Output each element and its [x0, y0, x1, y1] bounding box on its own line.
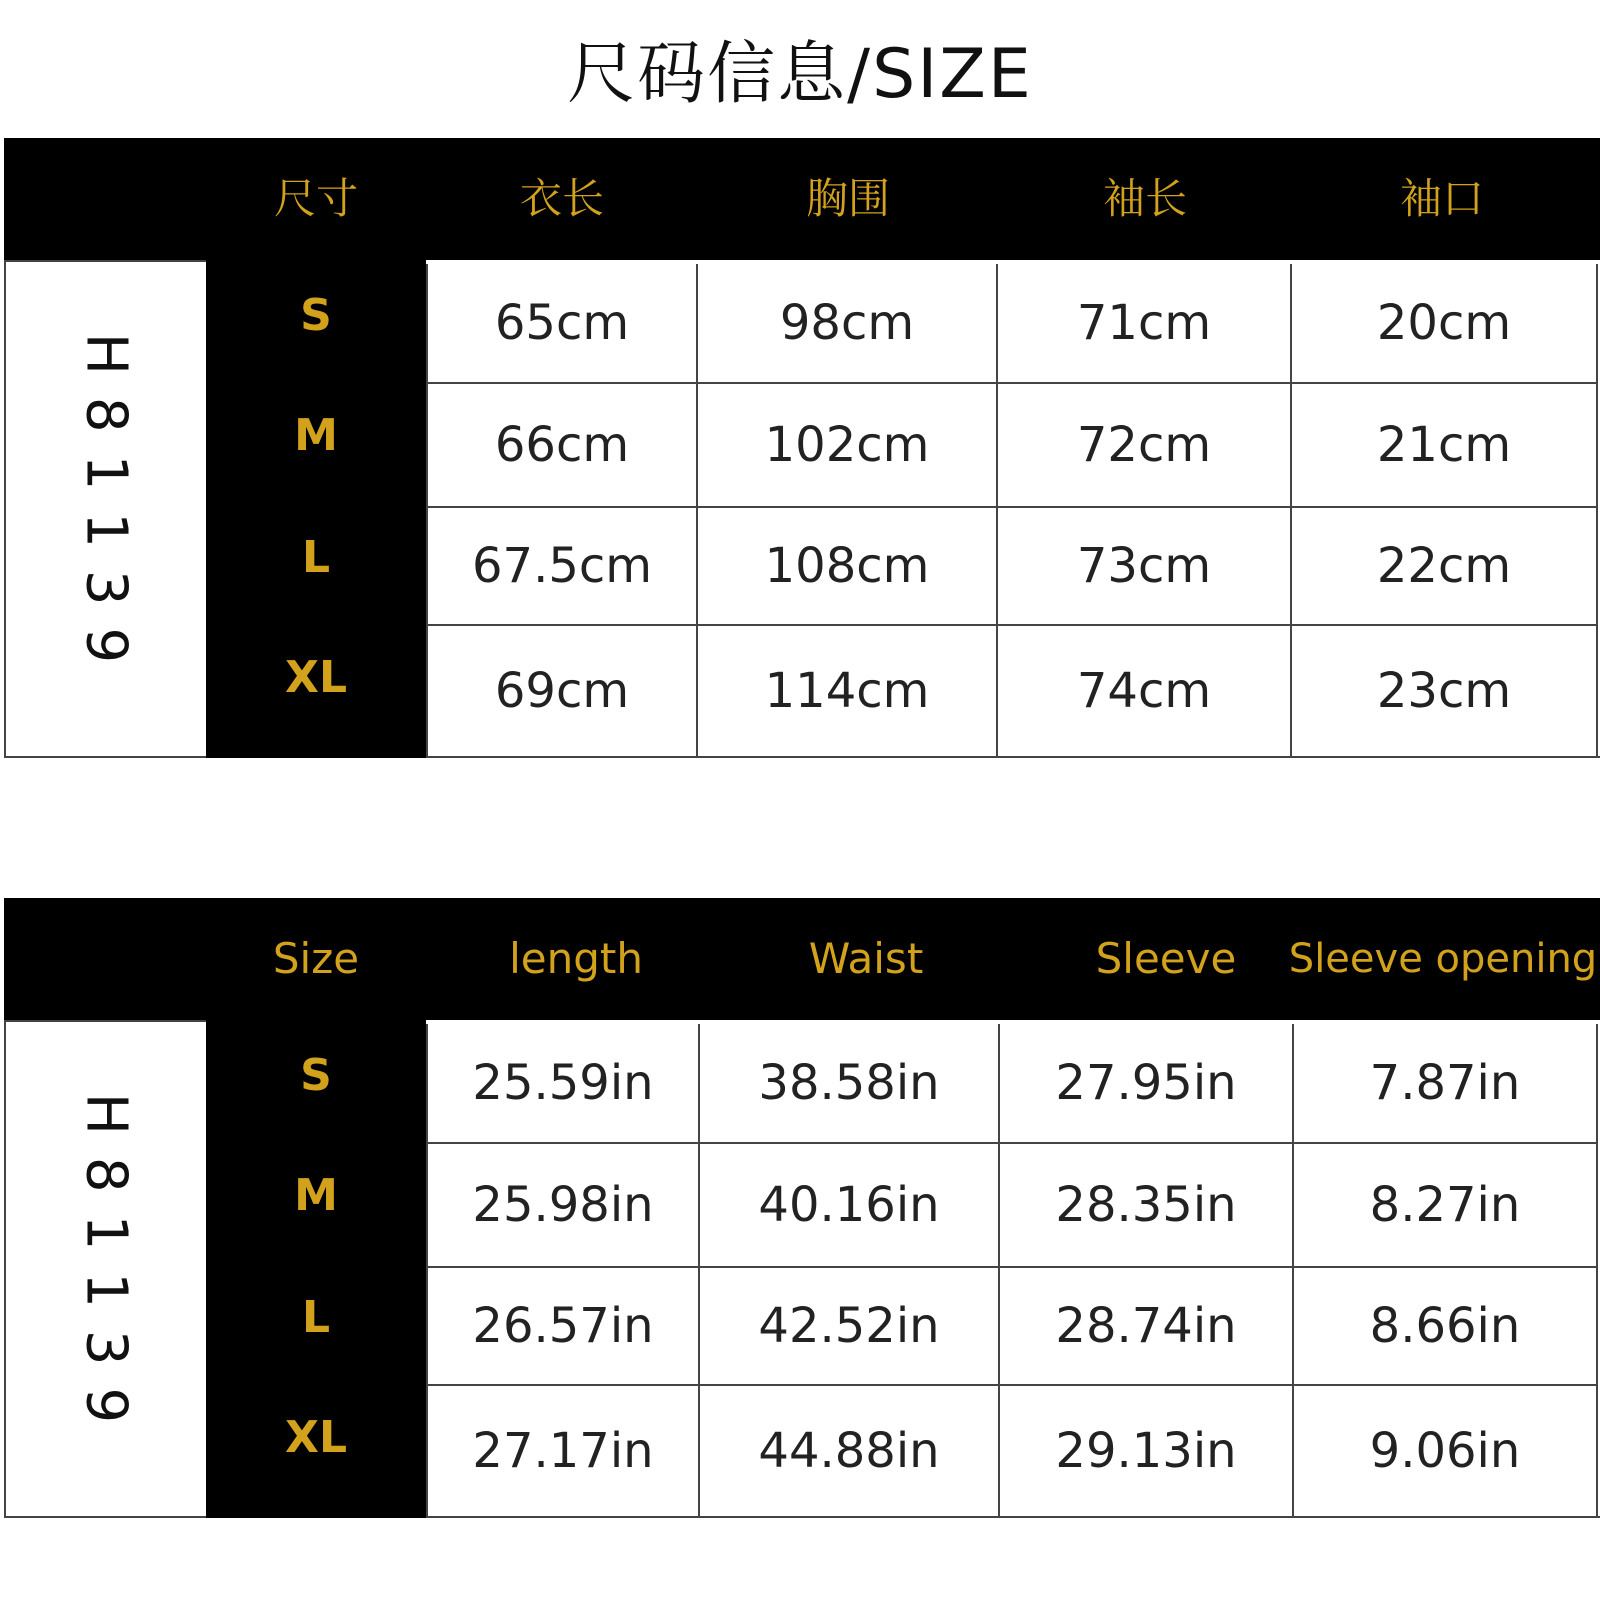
size-label: M [294, 1170, 338, 1221]
table-cell: 67.5cm [426, 508, 698, 626]
table-cell: 25.98in [426, 1144, 700, 1268]
table-cell: 27.95in [1000, 1024, 1294, 1144]
table-cell: 102cm [698, 384, 998, 508]
header-cuff: 袖口 [1399, 174, 1484, 223]
product-code-box [4, 1020, 206, 1518]
table-cell: 22cm [1292, 508, 1598, 626]
header-waist: Waist [808, 934, 924, 983]
table-cell: 65cm [426, 264, 698, 384]
table-cell: 72cm [998, 384, 1292, 508]
table-header [4, 138, 1600, 260]
size-label: XL [285, 652, 347, 703]
size-table-inch [4, 898, 1600, 1518]
page-title: 尺码信息/SIZE [567, 35, 1033, 114]
header-sleeve: 袖长 [1102, 174, 1187, 223]
table-cell: 74cm [998, 626, 1292, 756]
product-code-box [4, 260, 206, 758]
header-length: length [509, 934, 643, 983]
size-label: L [301, 1292, 331, 1343]
table-cell: 27.17in [426, 1386, 700, 1516]
table-cell: 71cm [998, 264, 1292, 384]
table-cell: 38.58in [700, 1024, 1000, 1144]
product-code: H81139 [73, 332, 139, 686]
table-cell: 26.57in [426, 1268, 700, 1386]
table-cell: 29.13in [1000, 1386, 1294, 1516]
size-label: S [300, 1050, 332, 1101]
table-cell: 25.59in [426, 1024, 700, 1144]
size-label: S [300, 290, 332, 341]
size-label: L [301, 532, 331, 583]
table-cell: 7.87in [1294, 1024, 1598, 1144]
value-grid [426, 1024, 1600, 1518]
table-cell: 23cm [1292, 626, 1598, 756]
table-cell: 8.66in [1294, 1268, 1598, 1386]
table-header [4, 898, 1600, 1020]
header-sleeve: Sleeve [1095, 934, 1237, 983]
header-length: 衣长 [519, 174, 604, 223]
size-column [206, 1020, 426, 1518]
header-size: Size [272, 934, 360, 983]
table-cell: 114cm [698, 626, 998, 756]
header-size: 尺寸 [273, 174, 358, 223]
size-table-cm [4, 138, 1600, 758]
table-cell: 98cm [698, 264, 998, 384]
header-sleeve-opening: Sleeve opening [1288, 936, 1598, 982]
table-cell: 69cm [426, 626, 698, 756]
table-cell: 28.35in [1000, 1144, 1294, 1268]
table-cell: 73cm [998, 508, 1292, 626]
size-label: XL [285, 1412, 347, 1463]
value-grid [426, 264, 1600, 758]
table-cell: 9.06in [1294, 1386, 1598, 1516]
size-column [206, 260, 426, 758]
table-cell: 8.27in [1294, 1144, 1598, 1268]
product-code: H81139 [73, 1092, 139, 1446]
table-cell: 21cm [1292, 384, 1598, 508]
header-chest: 胸围 [805, 174, 890, 223]
table-cell: 42.52in [700, 1268, 1000, 1386]
table-cell: 108cm [698, 508, 998, 626]
table-cell: 66cm [426, 384, 698, 508]
size-label: M [294, 410, 338, 461]
table-cell: 44.88in [700, 1386, 1000, 1516]
table-cell: 20cm [1292, 264, 1598, 384]
table-cell: 40.16in [700, 1144, 1000, 1268]
table-cell: 28.74in [1000, 1268, 1294, 1386]
